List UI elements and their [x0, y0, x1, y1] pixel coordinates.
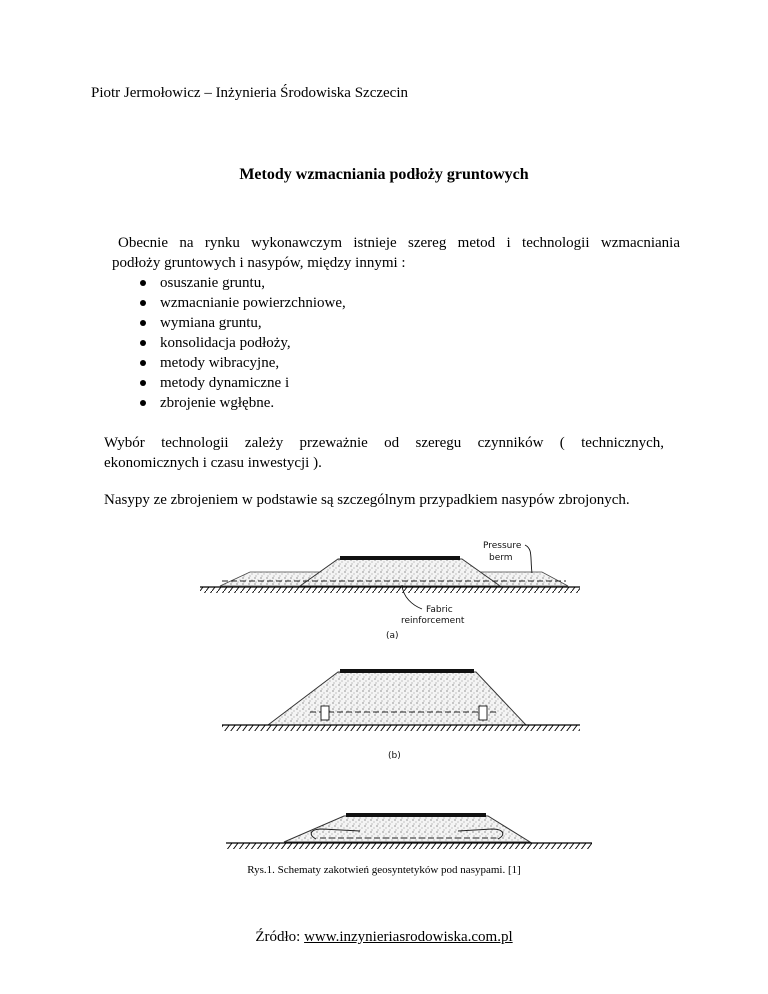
fabric-label-2: reinforcement	[401, 616, 465, 626]
source-prefix: Źródło:	[255, 929, 305, 945]
road-surface	[346, 813, 486, 817]
figure-c	[220, 795, 600, 855]
figure-caption: Rys.1. Schematy zakotwień geosyntetyków pod nasypami. [1]	[247, 864, 521, 876]
document-title: Metody wzmacniania podłoży gruntowych	[239, 166, 529, 183]
source-link[interactable]: www.inzynieriasrodowiska.com.pl	[304, 929, 513, 945]
main-embankment	[300, 559, 500, 586]
pressure-label-1: Pressure	[483, 541, 522, 551]
methods-list	[136, 273, 346, 413]
reinforced-embankment-note: Nasypy ze zbrojeniem w podstawie są szczególnym przypadkiem nasypów zbrojonych.	[104, 492, 630, 508]
list-item: metody dynamiczne i	[136, 373, 346, 393]
fabric-label-1: Fabric	[426, 605, 453, 615]
figure-a	[200, 535, 600, 655]
page-header: Piotr Jermołowicz – Inżynieria Środowiska Szczecin	[91, 85, 408, 101]
choice-paragraph	[104, 433, 664, 473]
list-item: metody wibracyjne,	[136, 353, 346, 373]
intro-paragraph	[112, 233, 680, 273]
right-anchor	[479, 706, 487, 720]
left-anchor	[321, 706, 329, 720]
ground-hatch	[222, 725, 580, 731]
source-line	[0, 928, 768, 946]
list-item: wzmacnianie powierzchniowe,	[136, 293, 346, 313]
list-item: osuszanie gruntu,	[136, 273, 346, 293]
intro-line-1: Obecnie na rynku wykonawczym istnieje szereg metod i technologii wzmacniania	[118, 235, 680, 251]
choice-line-2: ekonomicznych i czasu inwestycji ).	[104, 455, 322, 471]
ground-hatch	[226, 843, 592, 849]
list-item: zbrojenie wgłębne.	[136, 393, 346, 413]
figure-b	[200, 660, 600, 770]
choice-line-1: Wybór technologii zależy przeważnie od szeregu czynników ( technicznych,	[104, 435, 664, 451]
intro-line-2: podłoży gruntowych i nasypów, między innymi :	[112, 255, 406, 271]
pressure-leader	[525, 545, 532, 573]
ground-hatch	[200, 587, 580, 593]
figure-b-label: (b)	[388, 751, 401, 761]
road-surface	[340, 669, 474, 673]
list-item: wymiana gruntu,	[136, 313, 346, 333]
road-surface	[340, 556, 460, 560]
figure-a-label: (a)	[386, 631, 399, 641]
pressure-label-2: berm	[489, 553, 513, 563]
list-item: konsolidacja podłoży,	[136, 333, 346, 353]
